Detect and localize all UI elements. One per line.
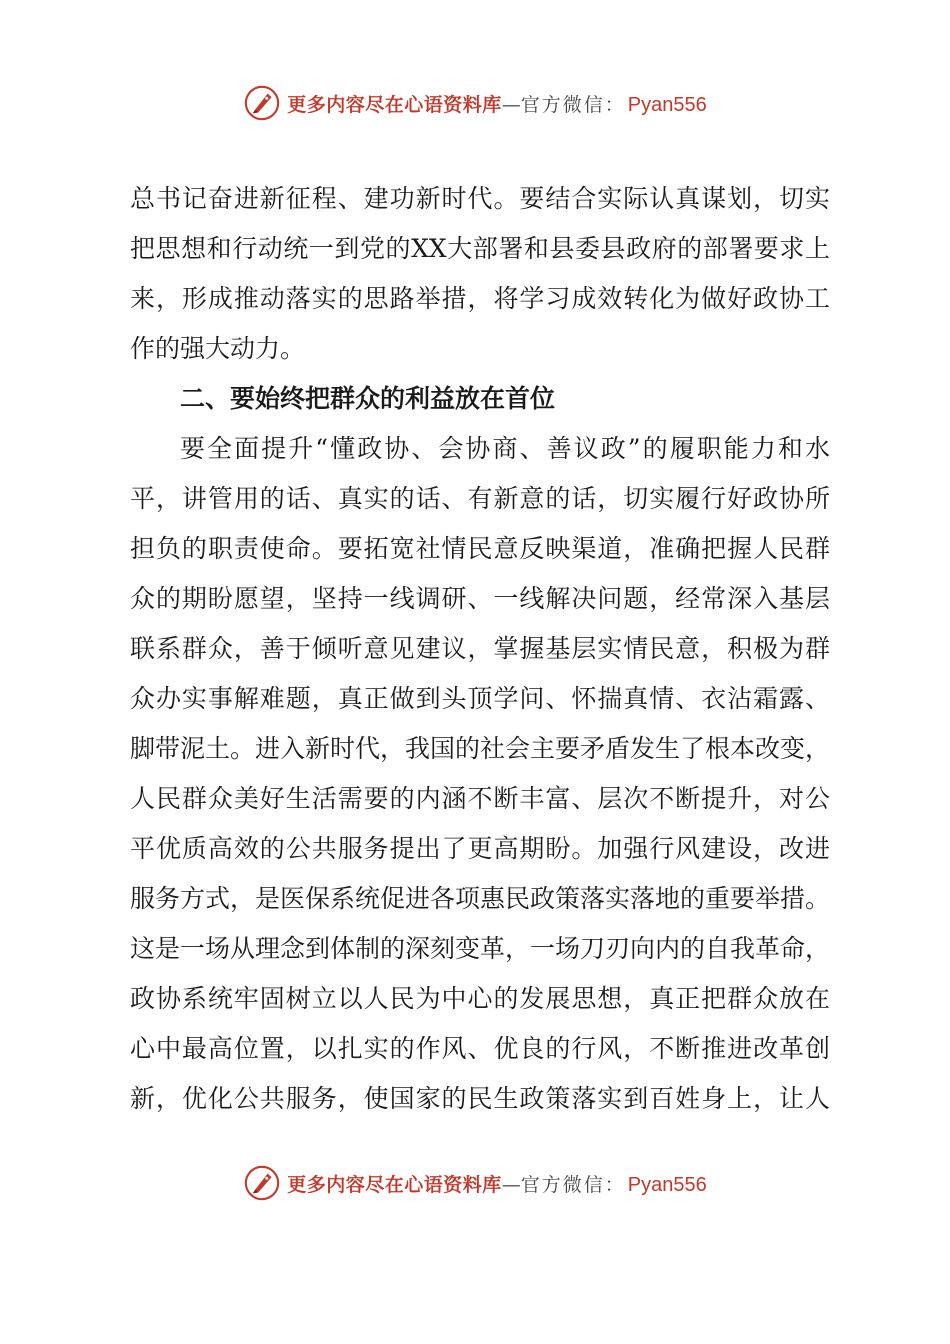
watermark-title: 更多内容尽在心语资料库 <box>287 93 502 116</box>
watermark-wechat-id: Pyan556 <box>627 1173 707 1196</box>
paragraph-line: 平，讲管用的话、真实的话、有新意的话，切实履行好政协所 <box>130 484 830 513</box>
watermark-wechat-label: 官方微信： <box>520 1173 626 1196</box>
pen-nib-logo-icon <box>243 84 281 122</box>
paragraph-line: 政协系统牢固树立以人民为中心的发展思想，真正把群众放在 <box>130 984 830 1013</box>
watermark-footer <box>0 1158 950 1208</box>
paragraph-line: 担负的职责使命。要拓宽社情民意反映渠道，准确把握人民群 <box>130 534 830 563</box>
paragraph-line: 作的强大动力。 <box>130 334 306 363</box>
watermark-dash: — <box>501 1173 521 1196</box>
paragraph-line: 联系群众，善于倾听意见建议，掌握基层实情民意，积极为群 <box>130 634 830 663</box>
paragraph-line: 要全面提升“懂政协、会协商、善议政”的履职能力和水 <box>180 434 830 463</box>
paragraph-line: 服务方式，是医保系统促进各项惠民政策落实落地的重要举措。 <box>130 884 831 913</box>
paragraph-line: 人民群众美好生活需要的内涵不断丰富、层次不断提升，对公 <box>130 784 830 813</box>
watermark-title: 更多内容尽在心语资料库 <box>287 1173 502 1196</box>
paragraph-line: 这是一场从理念到体制的深刻变革，一场刀刃向内的自我革命， <box>130 934 831 963</box>
paragraph-line: 众的期盼愿望，坚持一线调研、一线解决问题，经常深入基层 <box>130 584 830 613</box>
pen-nib-logo-icon <box>243 1164 281 1202</box>
paragraph-line: 把思想和行动统一到党的XX大部署和县委县政府的部署要求上 <box>130 234 830 263</box>
watermark-wechat-id: Pyan556 <box>627 93 707 116</box>
paragraph-line: 平优质高效的公共服务提出了更高期盼。加强行风建设，改进 <box>130 834 830 863</box>
paragraph-line: 脚带泥土。进入新时代，我国的社会主要矛盾发生了根本改变， <box>130 734 831 763</box>
watermark-wechat-label: 官方微信： <box>520 93 626 116</box>
watermark-dash: — <box>501 93 521 116</box>
paragraph-line: 心中最高位置，以扎实的作风、优良的行风，不断推进改革创 <box>130 1034 830 1063</box>
paragraph-line: 总书记奋进新征程、建功新时代。要结合实际认真谋划，切实 <box>130 184 830 213</box>
paragraph-line: 来，形成推动落实的思路举措，将学习成效转化为做好政协工 <box>130 284 830 313</box>
section-heading: 二、要始终把群众的利益放在首位 <box>180 384 556 413</box>
paragraph-line: 众办实事解难题，真正做到头顶学问、怀揣真情、衣沾霜露、 <box>130 684 830 713</box>
document-body <box>130 174 830 1124</box>
paragraph-line: 新，优化公共服务，使国家的民生政策落实到百姓身上，让人 <box>130 1084 830 1113</box>
watermark-header <box>0 78 950 128</box>
